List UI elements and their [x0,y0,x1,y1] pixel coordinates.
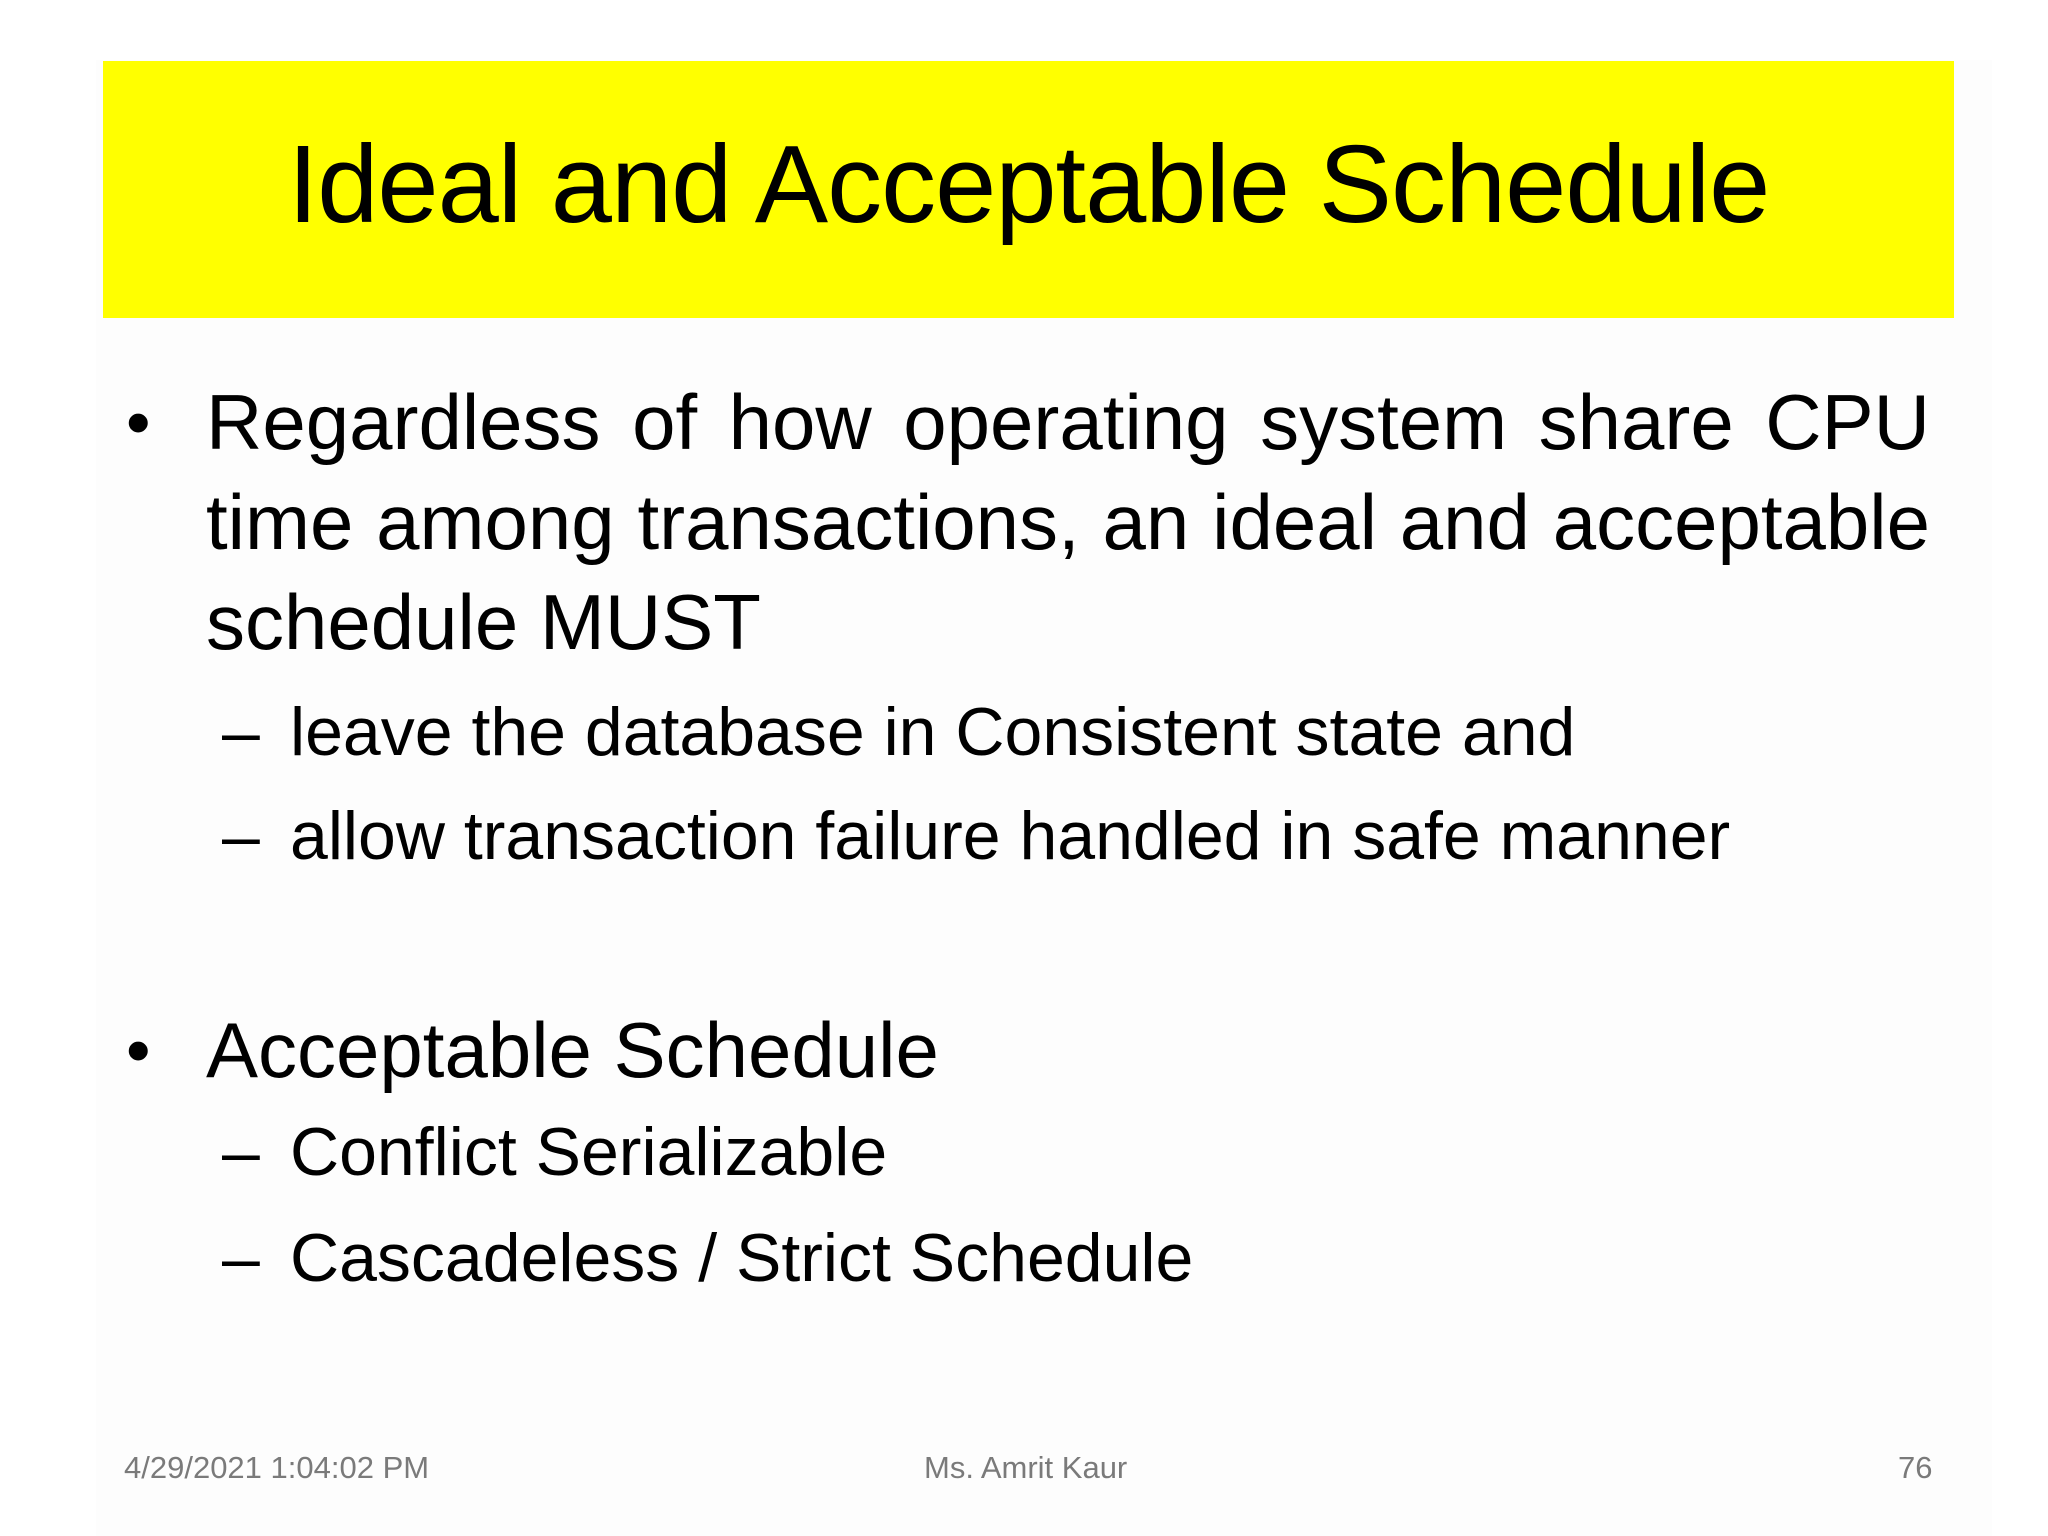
dash: – [222,798,260,874]
bullet-dot: • [126,1011,151,1089]
bullet-2-text: Acceptable Schedule [206,1006,939,1094]
bullet-dot: • [126,383,151,461]
dash: – [222,694,260,770]
footer-author: Ms. Amrit Kaur [924,1450,1128,1485]
dash: – [222,1114,260,1190]
bullet-2-subitem-1 [222,1112,1930,1192]
bullet-2 [122,1000,1930,1298]
bullet-1 [122,372,1930,876]
subitem-text: leave the database in Consistent state and [290,694,1576,770]
title-banner [103,61,1954,318]
subitem-text: Cascadeless / Strict Schedule [290,1220,1194,1296]
bullet-2-main [122,1000,1930,1100]
bullet-1-subitem-2 [222,796,1930,876]
subitem-text: allow transaction failure handled in safe manner [290,798,1731,874]
bullet-1-main [122,372,1930,672]
bullet-1-text: Regardless of how operating system share CPU time among transactions, an ideal and acceptable schedule MUST [206,378,1930,666]
subitem-text: Conflict Serializable [290,1114,888,1190]
dash: – [222,1220,260,1296]
bullet-1-subitem-1 [222,692,1930,772]
bullet-2-subitem-2 [222,1218,1930,1298]
footer-date: 4/29/2021 1:04:02 PM [124,1450,430,1485]
footer-page-number: 76 [1898,1450,1933,1485]
slide-title: Ideal and Acceptable Schedule [287,123,1770,246]
